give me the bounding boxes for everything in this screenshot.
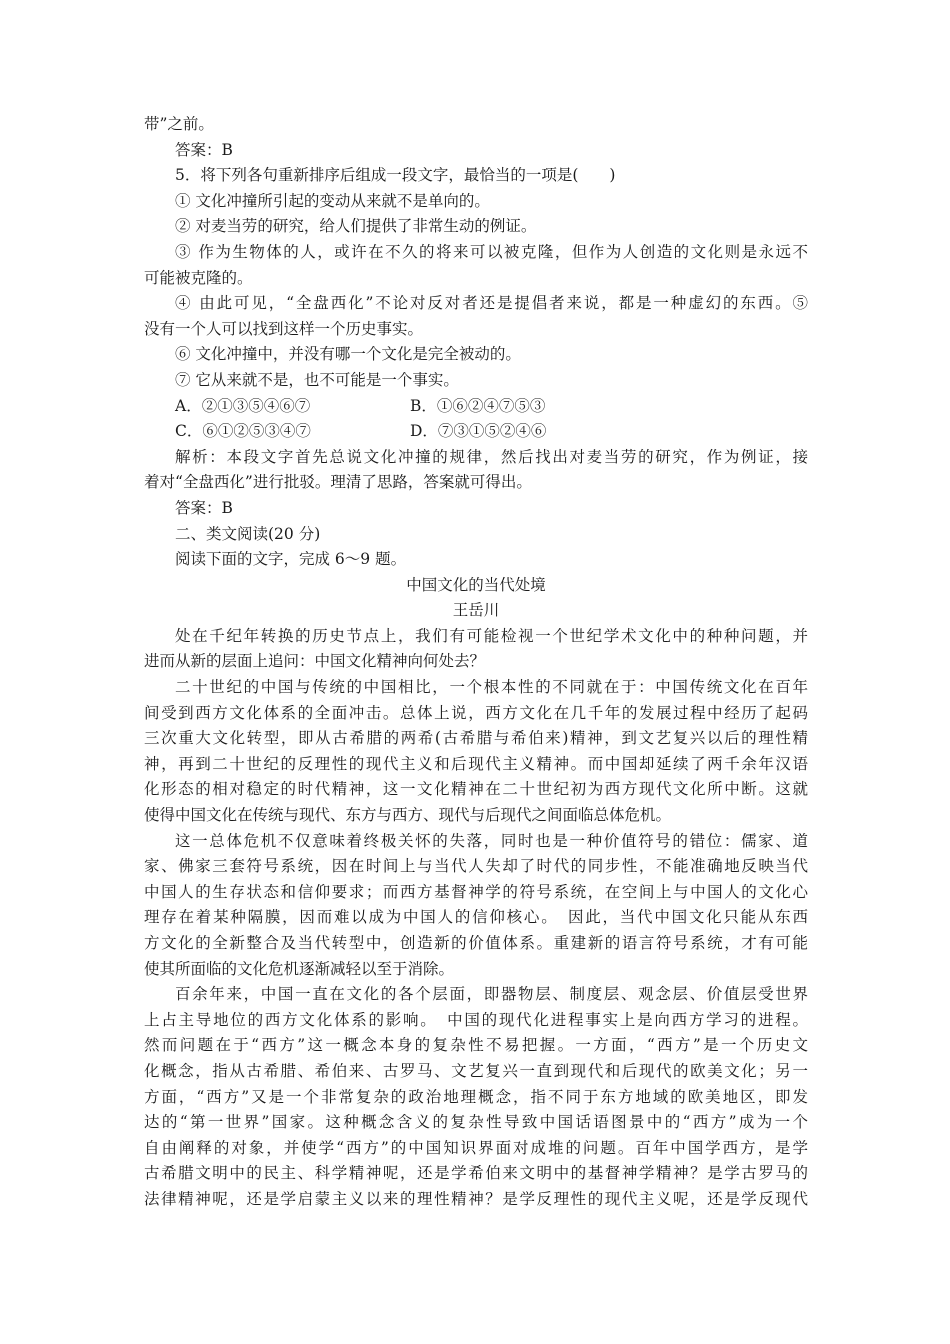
option-a: A．②①③⑤④⑥⑦ [175,396,311,415]
paragraph-line: 达的“第一世界”国家。这种概念含义的复杂性导致中国话语图景中的“西方”成为一个 [144,1113,808,1132]
paragraph-line: 方面，“西方”又是一个非常复杂的政治地理概念，指不同于东方地域的欧美地区，即发 [144,1087,808,1106]
sentence-7: ⑦ 它从来就不是，也不可能是一个事实。 [175,370,459,389]
paragraph-line: 方文化的全新整合及当代转型中，创造新的价值体系。重建新的语言符号系统，才有可能 [144,934,808,952]
options-row-2 [144,419,808,445]
analysis-line-1: 解析：本段文字首先总说文化冲撞的规律，然后找出对麦当劳的研究，作为例证，接 [175,447,808,466]
answer-line-2: 答案：B [175,498,233,517]
paragraph-line: 上占主导地位的西方文化体系的影响。 中国的现代化进程事实上是向西方学习的进程。 [144,1010,808,1029]
sentence-1: ① 文化冲撞所引起的变动从来就不是单向的。 [175,191,490,210]
paragraph-line: 化形态的相对稳定的时代精神，这一文化精神在二十世纪初为西方现代文化所中断。这就 [144,780,808,799]
sentence-6: ⑥ 文化冲撞中，并没有哪一个文化是完全被动的。 [175,345,521,364]
paragraph-line: 中国人的生存状态和信仰要求；而西方基督神学的符号系统，在空间上与中国人的文化心 [144,882,808,901]
answer-line: 答案：B [175,140,233,159]
paragraph-2 [144,675,808,829]
paragraph-line: 这一总体危机不仅意味着终极关怀的失落，同时也是一种价值符号的错位：儒家、道 [175,831,808,850]
sentence-2: ② 对麦当劳的研究，给人们提供了非常生动的例证。 [175,217,537,236]
paragraph-line: 理存在着某种隔膜，因而难以成为中国人的信仰核心。 因此，当代中国文化只能从东西 [144,908,808,927]
intro-tail: 带”之前。 [144,115,214,133]
article-title: 中国文化的当代处境 [406,575,546,594]
paragraph-line: 法律精神呢，还是学启蒙主义以来的理性精神？是学反理性的现代主义呢，还是学反现代 [144,1189,808,1208]
paragraph-3 [144,829,808,983]
paragraph-line: 然而问题在于“西方”这一概念本身的复杂性不易把握。一方面，“西方”是一个历史文 [144,1036,808,1055]
paragraph-line: 化概念，指从古希腊、希伯来、古罗马、文艺复兴一直到现代和后现代的欧美文化；另一 [144,1061,808,1080]
paragraph-line: 处在千纪年转换的历史节点上，我们有可能检视一个世纪学术文化中的种种问题，并 [175,626,808,645]
paragraph-line: 自由阐释的对象，并使学“西方”的中国知识界面对成堆的问题。百年中国学西方，是学 [144,1138,808,1157]
analysis-line-2: 着对“全盘西化”进行批驳。理清了思路，答案就可得出。 [144,473,532,492]
paragraph-1 [144,624,808,675]
section-title: 二、类文阅读(20 分) [175,524,321,543]
sentence-3-line-2: 可能被克隆的。 [144,268,253,287]
options-row-1 [144,394,808,420]
document-body [144,112,808,1213]
option-b: B．①⑥②④⑦⑤③ [410,396,546,415]
paragraph-line: 神，再到二十世纪的反理性的现代主义和后现代主义精神。而中国却延续了两千余年汉语 [144,754,808,773]
paragraph-line: 间受到西方文化体系的全面冲击。总体上说，西方文化在几千年的发展过程中经历了起码 [144,703,808,722]
paragraph-line: 使其所面临的文化危机逐渐减轻以至于消除。 [144,959,455,978]
paragraph-line: 二十世纪的中国与传统的中国相比，一个根本性的不同就在于：中国传统文化在百年 [175,678,808,697]
sentence-4-line-2: 没有一个人可以找到这样一个历史事实。 [144,319,424,338]
option-d: D．⑦③①⑤②④⑥ [410,422,547,441]
sentence-4-line-1: ④ 由此可见，“全盘西化”不论对反对者还是提倡者来说，都是一种虚幻的东西。⑤ [175,294,808,313]
paragraph-line: 进而从新的层面上追问：中国文化精神向何处去？ [144,652,486,671]
paragraph-line: 家、佛家三套符号系统，因在时间上与当代人失却了时代的同步性，不能准确地反映当代 [144,857,808,876]
paragraph-line: 三次重大文化转型，即从古希腊的两希(古希腊与希伯来)精神，到文艺复兴以后的理性精 [144,729,808,748]
article-author: 王岳川 [452,601,500,620]
paragraph-4 [144,982,808,1212]
question-5-stem: 5．将下列各句重新排序后组成一段文字，最恰当的一项是( ) [175,166,616,185]
paragraph-line: 使得中国文化在传统与现代、东方与西方、现代与后现代之间面临总体危机。 [144,806,672,825]
sentence-3-line-1: ③ 作为生物体的人，或许在不久的将来可以被克隆，但作为人创造的文化则是永远不 [175,242,808,261]
option-c: C．⑥①②⑤③④⑦ [175,422,311,441]
reading-instruction: 阅读下面的文字，完成 6～9 题。 [175,550,407,569]
paragraph-line: 古希腊文明中的民主、科学精神呢，还是学希伯来文明中的基督神学精神？是学古罗马的 [144,1164,808,1183]
paragraph-line: 百余年来，中国一直在文化的各个层面，即器物层、制度层、观念层、价值层受世界 [175,985,808,1004]
